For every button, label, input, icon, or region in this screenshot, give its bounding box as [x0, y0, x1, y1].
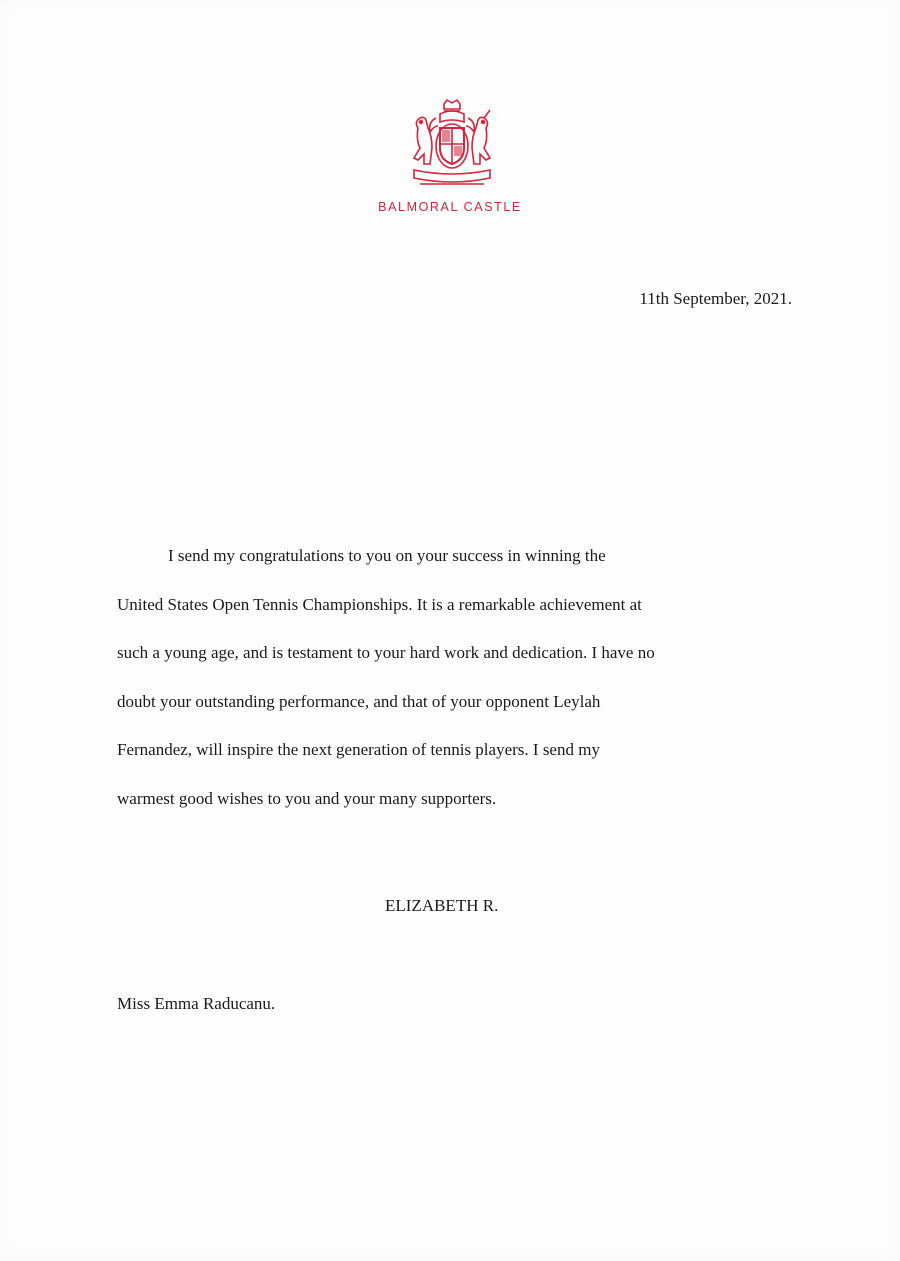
letterhead-place: BALMORAL CASTLE: [378, 200, 522, 214]
royal-coat-of-arms-icon: [406, 98, 498, 190]
body-line: such a young age, and is testament to your hard work and dedication. I have no: [117, 643, 655, 663]
body-line: United States Open Tennis Championships. It is a remarkable achievement at: [117, 594, 642, 614]
body-line: Fernandez, will inspire the next generation of tennis players. I send my: [117, 740, 600, 760]
body-line: doubt your outstanding performance, and that of your opponent Leylah: [117, 691, 601, 711]
letter-body: [117, 532, 807, 824]
recipient-name: Miss Emma Raducanu.: [117, 994, 276, 1013]
body-line: I send my congratulations to you on your success in winning the: [168, 546, 606, 565]
body-line: warmest good wishes to you and your many supporters.: [117, 788, 497, 808]
letter-date: 11th September, 2021.: [639, 289, 792, 308]
signature: ELIZABETH R.: [385, 896, 499, 915]
